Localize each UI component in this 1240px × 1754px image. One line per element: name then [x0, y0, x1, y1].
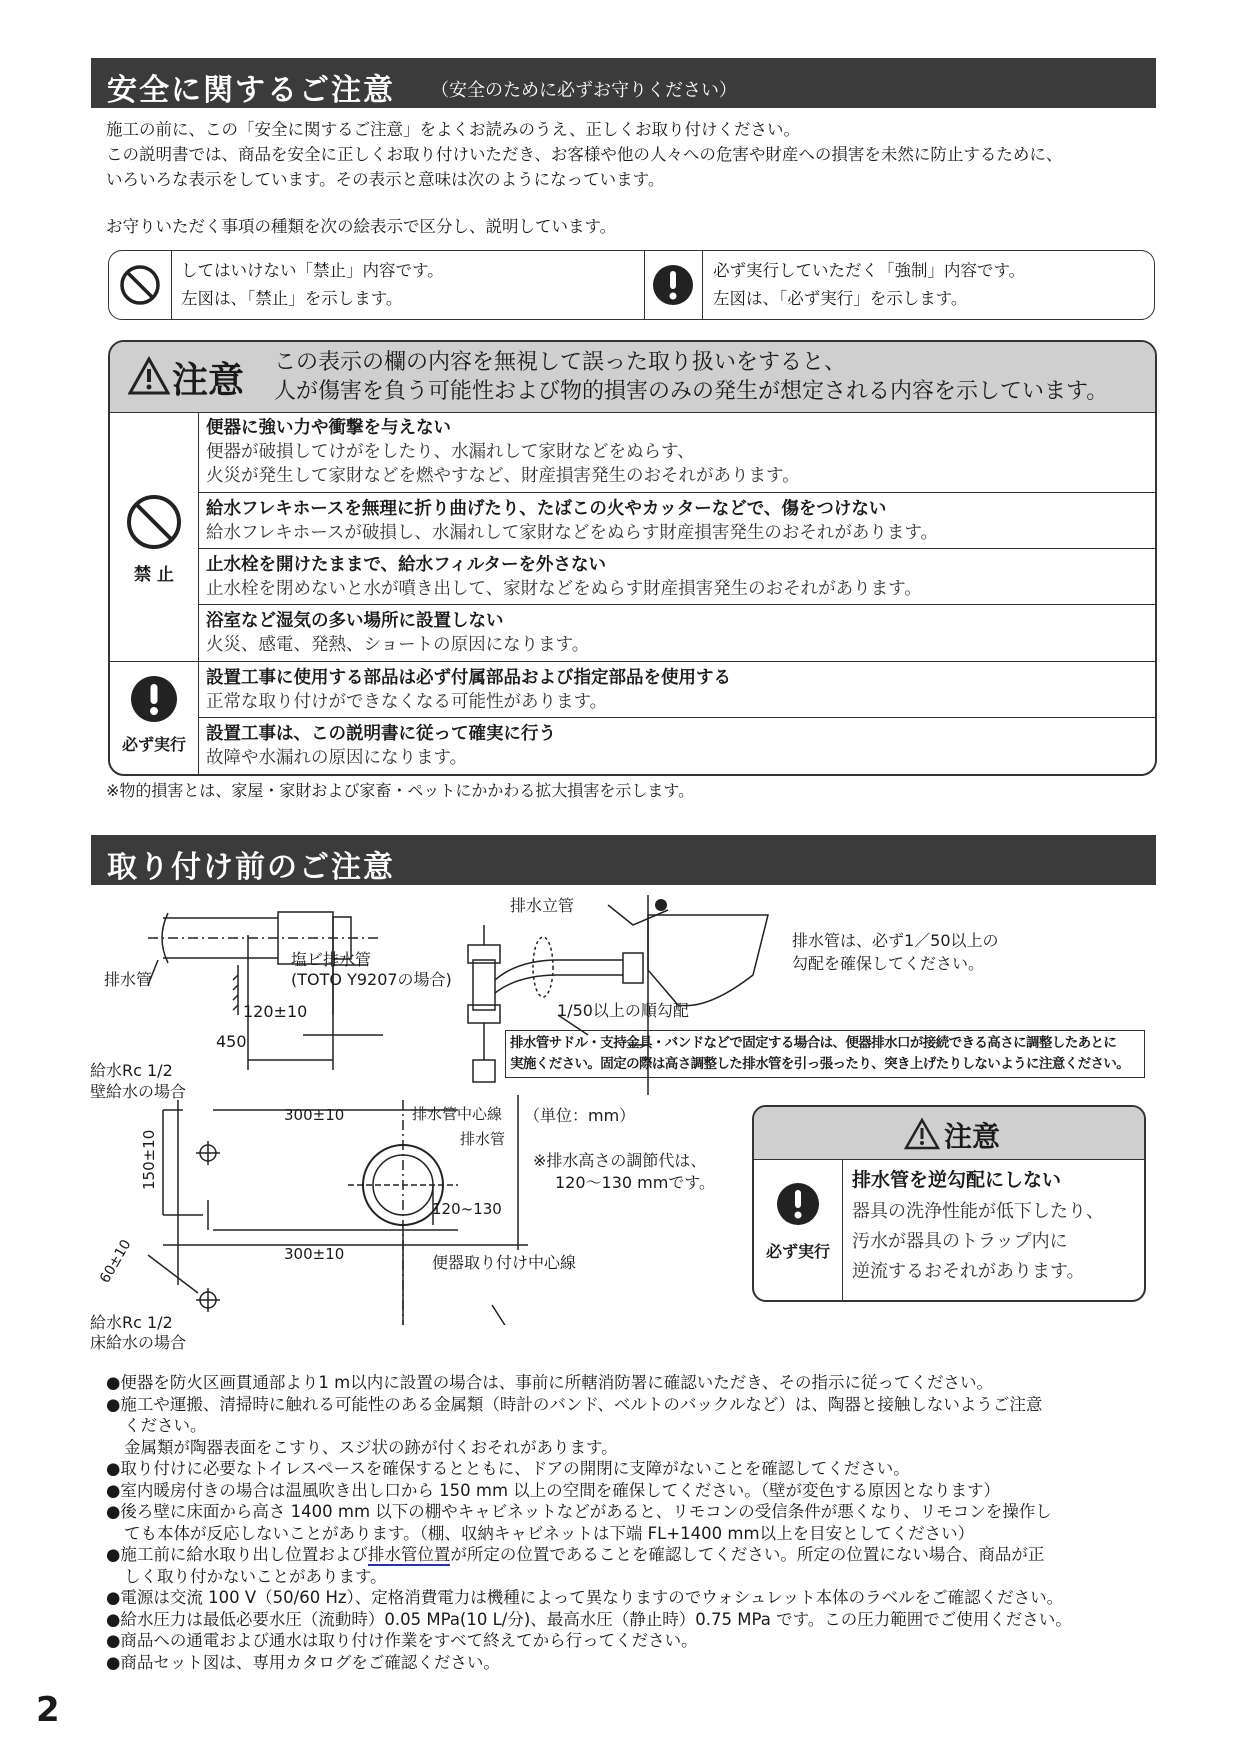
section-title: 取り付け前のご注意 — [107, 850, 395, 885]
intro-line: 施工の前に、この「安全に関するご注意」をよくお読みのうえ、正しくお取り付けください。 — [106, 120, 800, 139]
legend-line: してはいけない「禁止」内容です。 — [181, 261, 444, 280]
drain-mandatory-column — [754, 1159, 843, 1300]
drain-mandatory-label: 必ず実行 — [765, 1242, 830, 1261]
prohibit-legend-text — [181, 251, 641, 325]
label-drain-pipe: 排水管 — [104, 970, 153, 989]
mandatory-icon — [129, 674, 179, 724]
footnote: ※物的損害とは、家屋・家財および家畜・ペットにかかわる拡大損害を示します。 — [106, 781, 695, 800]
section-header-before-install — [91, 835, 1156, 885]
caution-item-title: 設置工事に使用する部品は必ず付属部品および指定部品を使用する — [206, 668, 731, 688]
symbol-legend — [108, 250, 1155, 320]
caution-item-text: 故障や水漏れの原因になります。 — [206, 748, 468, 768]
label-drain-riser: 排水立管 — [510, 896, 575, 915]
caution-item-text: 便器が破損してけがをしたり、水漏れして家財などをぬらす、 — [206, 442, 695, 462]
caution-description — [274, 348, 1108, 406]
caution-item-title: 止水栓を開けたままで、給水フィルターを外さない — [206, 555, 607, 575]
drain-caution-box — [752, 1105, 1146, 1302]
label-dim-60: 60±10 — [97, 1236, 135, 1286]
warning-triangle-icon — [128, 356, 170, 396]
label-slope-note-2: 勾配を確保してください。 — [792, 954, 985, 973]
page-number: 2 — [36, 1690, 60, 1730]
caution-desc-line: 人が傷害を負う可能性および物的損害のみの発生が想定される内容を示しています。 — [274, 379, 1109, 404]
intro-line: この説明書では、商品を安全に正しくお取り付けいただき、お客様や他の人々への危害や財産への損害を未然に防止するために、 — [106, 145, 1063, 164]
label-adjust-note-2: 120～130 mmです。 — [555, 1173, 716, 1192]
caution-row — [198, 548, 1155, 605]
bullet-item-note: 金属類が陶器表面をこすり、スジ状の跡が付くおそれがあります。 — [124, 1437, 618, 1457]
bullet-item: ●商品への通電および通水は取り付け作業をすべて終えてから行ってください。 — [106, 1631, 698, 1650]
prohibit-label: 禁 止 — [134, 565, 174, 585]
caution-item-title: 浴室など湿気の多い場所に設置しない — [206, 611, 504, 631]
legend-line: 左図は、「禁止」を示します。 — [181, 289, 403, 308]
drain-position-link[interactable]: 排水管位置 — [367, 1545, 451, 1564]
bullet-item: ●電源は交流 100 V（50/60 Hz）、定格消費電力は機種によって異なりますのでウォシュレット本体のラベルをご確認ください。 — [106, 1588, 1064, 1607]
bullet-item: ●商品セット図は、専用カタログをご確認ください。 — [106, 1652, 500, 1672]
fix-note-line: 実施ください。固定の際は高さ調整した排水管を引っ張ったり、突き上げたりしないように注意ください。 — [510, 1056, 1130, 1072]
legend-line: 必ず実行していただく「強制」内容です。 — [713, 261, 1026, 280]
intro-text-2: お守りいただく事項の種類を次の絵表示で区分し、説明しています。 — [106, 217, 617, 236]
caution-row — [198, 604, 1155, 662]
drain-caution-title: 排水管を逆勾配にしない — [852, 1169, 1062, 1191]
caution-row — [198, 412, 1155, 492]
label-toto-case: (TOTO Y9207の場合) — [291, 970, 452, 989]
bullet-item: ●便器を防火区画貫通部より1 m以内に設置の場合は、事前に所轄消防署に確認いただき、その指示に従ってください。 — [106, 1373, 994, 1392]
mandatory-icon — [645, 251, 702, 319]
caution-item-title: 給水フレキホースを無理に折り曲げたり、たばこの火やカッターなどで、傷をつけない — [206, 499, 887, 519]
mandatory-icon-cell — [644, 251, 703, 319]
label-toilet-center: 便器取り付け中心線 — [432, 1253, 577, 1272]
label-wall-supply-1: 給水Rc 1/2 — [90, 1061, 173, 1080]
caution-item-text: 火災、感電、発熱、ショートの原因になります。 — [206, 635, 590, 655]
bullet-item: ●取り付けに必要なトイレスペースを確保するとともに、ドアの開閉に支障がないことを確認してください。 — [106, 1459, 910, 1478]
bullet-item-cont: しく取り付かないことがあります。 — [124, 1566, 387, 1586]
bullet-text: が所定の位置であることを確認してください。所定の位置にない場合、商品が正 — [450, 1545, 1045, 1564]
caution-row — [198, 661, 1155, 718]
drain-caution-label: 注意 — [944, 1120, 1001, 1153]
caution-label: 注意 — [172, 360, 245, 401]
caution-row — [198, 492, 1155, 549]
label-dim-450: 450 — [216, 1032, 247, 1051]
bullet-item: ●室内暖房付きの場合は温風吹き出し口から 150 mm 以上の空間を確保してください。（壁が変色する原因となります） — [106, 1480, 1001, 1500]
intro-text — [106, 117, 1156, 192]
mandatory-label: 必ず実行 — [121, 735, 186, 754]
fixing-note-box — [505, 1030, 1145, 1078]
drain-caution-line: 器具の洗浄性能が低下したり、 — [852, 1201, 1104, 1222]
caution-item-text: 正常な取り付けができなくなる可能性があります。 — [206, 692, 608, 712]
section-subtitle: （安全のために必ずお守りください） — [431, 80, 737, 101]
caution-desc-line: この表示の欄の内容を無視して誤った取り扱いをすると、 — [274, 350, 847, 375]
section-title: 安全に関するご注意 — [107, 73, 395, 108]
caution-item-title: 設置工事は、この説明書に従って確実に行う — [206, 724, 556, 744]
caution-item-title: 便器に強い力や衝撃を与えない — [206, 418, 451, 438]
label-adjust-note-1: ※排水高さの調節代は、 — [533, 1151, 707, 1170]
label-slope: 1/50以上の順勾配 — [557, 1001, 689, 1020]
label-wall-supply-2: 壁給水の場合 — [90, 1082, 187, 1101]
label-dim-300a: 300±10 — [284, 1106, 345, 1124]
label-drain-center: 排水管中心線 — [412, 1105, 503, 1123]
intro-line: いろいろな表示をしています。その表示と意味は次のようになっています。 — [106, 170, 665, 189]
drain-caution-line: 逆流するおそれがあります。 — [852, 1261, 1085, 1282]
bullet-list — [106, 1372, 1156, 1673]
section-header-safety — [91, 58, 1156, 108]
label-floor-supply-1: 給水Rc 1/2 — [90, 1313, 173, 1332]
bullet-item-cont: ください。 — [124, 1416, 207, 1435]
label-dim-150: 150±10 — [140, 1129, 158, 1190]
caution-item-text: 止水栓を閉めないと水が噴き出して、家財などをぬらす財産損害発生のおそれがあります。 — [206, 579, 922, 599]
label-pvc-pipe: 塩ビ排水管 — [291, 950, 372, 969]
label-unit: （単位：mm） — [524, 1106, 636, 1125]
bullet-item: ●施工や運搬、清掃時に触れる可能性のある金属類（時計のバンド、ベルトのバックルなど）は、陶器と接触しないようご注意 — [106, 1394, 1043, 1414]
caution-row — [198, 717, 1155, 775]
caution-item-text: 給水フレキホースが破損し、水漏れして家財などをぬらす財産損害発生のおそれがあります。 — [206, 523, 939, 543]
warning-triangle-icon — [904, 1117, 940, 1151]
bullet-item: ●給水圧力は最低必要水圧（流動時）0.05 MPa(10 L/分)、最高水圧（静止時）0.75 MPa です。この圧力範囲でご使用ください。 — [106, 1609, 1072, 1629]
prohibit-icon — [124, 492, 184, 552]
label-dim-120: 120±10 — [243, 1002, 308, 1021]
caution-item-text: 火災が発生して家財などを燃やすなど、財産損害発生のおそれがあります。 — [206, 466, 800, 486]
label-dim-120-130: 120~130 — [432, 1200, 502, 1218]
label-slope-note-1: 排水管は、必ず1／50以上の — [792, 931, 999, 950]
bullet-item-cont: ても本体が反応しないことがあります。（棚、収納キャビネットは下端 FL+1400 mm以上を目安としてください） — [124, 1523, 975, 1543]
caution-table — [108, 340, 1157, 776]
bullet-item — [106, 1544, 1156, 1566]
prohibit-icon — [109, 251, 171, 319]
bullet-item: ●後ろ壁に床面から高さ 1400 mm 以下の棚やキャビネットなどがあると、リモコンの受信条件が悪くなり、リモコンを操作し — [106, 1502, 1052, 1521]
label-drain-pipe-2: 排水管 — [460, 1130, 506, 1148]
drain-caution-line: 汚水が器具のトラップ内に — [852, 1231, 1068, 1252]
label-dim-300b: 300±10 — [284, 1245, 345, 1263]
label-floor-supply-2: 床給水の場合 — [90, 1333, 187, 1352]
fix-note-line: 排水管サドル・支持金具・バンドなどで固定する場合は、便器排水口が接続できる高さに調整したあとに — [510, 1035, 1117, 1051]
caution-header — [110, 342, 1155, 413]
mandatory-icon — [775, 1181, 821, 1227]
prohibit-icon-cell — [109, 251, 172, 319]
mandatory-column — [110, 661, 199, 775]
mandatory-legend-text — [713, 251, 1143, 325]
legend-line: 左図は、「必ず実行」を示します。 — [713, 289, 968, 308]
drain-caution-header — [754, 1107, 1144, 1160]
prohibit-column — [110, 412, 199, 661]
drain-caution-text — [852, 1197, 1104, 1287]
bullet-text: ●施工前に給水取り出し位置および — [106, 1545, 368, 1564]
